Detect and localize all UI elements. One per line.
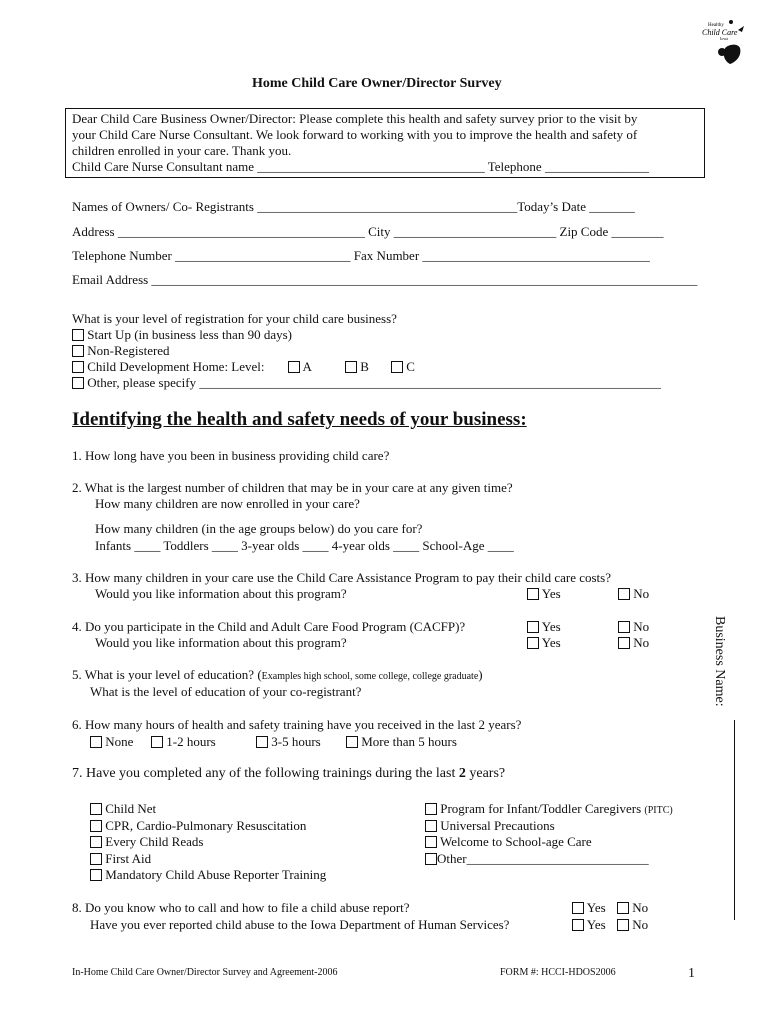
- business-name-label: Business Name:: [712, 616, 727, 707]
- q6-more-than-5-option[interactable]: [346, 734, 457, 750]
- footer-form-number: FORM #: HCCI-HDOS2006: [500, 967, 616, 978]
- q8-reported-no-option[interactable]: [617, 917, 648, 933]
- training-universal-precautions[interactable]: [425, 818, 555, 834]
- checkbox[interactable]: [90, 820, 102, 832]
- option-label: More than 5 hours: [361, 734, 457, 749]
- question-7: [72, 766, 505, 782]
- option-label: A: [302, 359, 312, 374]
- checkbox[interactable]: [425, 836, 437, 848]
- section-heading: Identifying the health and safety needs of your business:: [72, 409, 527, 430]
- no-label: No: [633, 635, 650, 650]
- option-label: Start Up (in business less than 90 days): [87, 327, 292, 342]
- training-mandatory-reporter[interactable]: [90, 867, 326, 883]
- question-2: 2. What is the largest number of children that may be in your care at any given time?: [72, 480, 513, 495]
- question-8: 8. Do you know who to call and how to file a child abuse report?: [72, 900, 410, 915]
- checkbox[interactable]: [618, 637, 630, 649]
- checkbox[interactable]: [425, 853, 437, 865]
- question-3-info: Would you like information about this program?: [95, 586, 347, 601]
- yes-label: Yes: [541, 635, 561, 650]
- option-label: Child Development Home: Level:: [87, 359, 265, 374]
- training-label: Child Net: [105, 801, 157, 816]
- intro-line-1: Dear Child Care Business Owner/Director: Please complete this health and safety survey prior to the visit by: [72, 111, 638, 126]
- checkbox[interactable]: [425, 803, 437, 815]
- training-cpr[interactable]: [90, 818, 306, 834]
- q3-yes-option[interactable]: [527, 586, 561, 602]
- training-label: CPR, Cardio-Pulmonary Resuscitation: [105, 818, 307, 833]
- checkbox[interactable]: [72, 361, 84, 373]
- checkbox[interactable]: [527, 588, 539, 600]
- checkbox[interactable]: [151, 736, 163, 748]
- level-b-option[interactable]: [345, 359, 369, 375]
- option-label: C: [406, 359, 415, 374]
- no-label: No: [633, 586, 650, 601]
- training-first-aid[interactable]: [90, 851, 151, 867]
- q8-yes-option[interactable]: [572, 900, 606, 916]
- owners-field[interactable]: Names of Owners/ Co- Registrants ________________________________________Today’s Date _______: [72, 199, 635, 214]
- q4-no-option[interactable]: [618, 619, 649, 635]
- training-label: Welcome to School-age Care: [440, 834, 592, 849]
- age-group-fields[interactable]: Infants ____ Toddlers ____ 3-year olds ____ 4-year olds ____ School-Age ____: [95, 538, 514, 553]
- question-6: 6. How many hours of health and safety training have you received in the last 2 years?: [72, 717, 522, 732]
- option-other[interactable]: [72, 375, 661, 391]
- q5-suffix: ): [478, 667, 483, 682]
- logo-word-healthy: Healthy: [708, 23, 724, 28]
- question-8-reported: Have you ever reported child abuse to the Iowa Department of Human Services?: [90, 917, 510, 932]
- q5-prefix: 5. What is your level of education? (: [72, 667, 262, 682]
- level-a-option[interactable]: [288, 359, 312, 375]
- healthy-child-care-iowa-logo: [700, 18, 752, 68]
- level-c-option[interactable]: [391, 359, 415, 375]
- option-child-development-home[interactable]: [72, 359, 265, 375]
- checkbox[interactable]: [346, 736, 358, 748]
- intro-line-3: children enrolled in your care. Thank you.: [72, 143, 292, 158]
- checkbox[interactable]: [90, 803, 102, 815]
- yes-label: Yes: [586, 917, 606, 932]
- intro-box: [65, 108, 705, 178]
- no-label: No: [632, 900, 649, 915]
- question-4: 4. Do you participate in the Child and Adult Care Food Program (CACFP)?: [72, 619, 466, 634]
- option-start-up[interactable]: [72, 327, 292, 343]
- page-title: Home Child Care Owner/Director Survey: [252, 76, 502, 91]
- q5-examples: Examples high school, some college, college graduate: [261, 671, 479, 682]
- checkbox[interactable]: [527, 621, 539, 633]
- checkbox[interactable]: [345, 361, 357, 373]
- checkbox[interactable]: [572, 902, 584, 914]
- training-label: Mandatory Child Abuse Reporter Training: [105, 867, 327, 882]
- question-2-enrolled: How many children are now enrolled in your care?: [95, 496, 360, 511]
- checkbox[interactable]: [425, 820, 437, 832]
- q6-none-option[interactable]: [90, 734, 133, 750]
- question-3: 3. How many children in your care use the Child Care Assistance Program to pay their child care costs?: [72, 570, 611, 585]
- checkbox[interactable]: [617, 902, 629, 914]
- training-label: Every Child Reads: [105, 834, 204, 849]
- no-label: No: [632, 917, 649, 932]
- checkbox[interactable]: [288, 361, 300, 373]
- checkbox[interactable]: [572, 919, 584, 931]
- option-label: Non-Registered: [87, 343, 170, 358]
- option-label: Other, please specify _______________________________________________________________________: [87, 375, 661, 390]
- question-1: 1. How long have you been in business providing child care?: [72, 448, 390, 463]
- training-welcome-school-age[interactable]: [425, 834, 592, 850]
- checkbox[interactable]: [90, 836, 102, 848]
- checkbox[interactable]: [617, 919, 629, 931]
- q8-no-option[interactable]: [617, 900, 648, 916]
- q7-years: 2: [458, 766, 466, 781]
- intro-line-2: your Child Care Nurse Consultant. We look forward to working with you to improve the health and safety of: [72, 127, 638, 142]
- registration-question: What is your level of registration for your child care business?: [72, 311, 397, 326]
- option-non-registered[interactable]: [72, 343, 170, 359]
- business-name-line[interactable]: [734, 720, 735, 920]
- checkbox[interactable]: [72, 345, 84, 357]
- training-pitc[interactable]: [425, 801, 673, 819]
- checkbox[interactable]: [90, 736, 102, 748]
- question-2-age-groups: How many children (in the age groups below) do you care for?: [95, 521, 423, 536]
- logo-word-child-care: Child Care: [702, 28, 738, 37]
- q6-3-5-hours-option[interactable]: [256, 734, 321, 750]
- checkbox[interactable]: [72, 377, 84, 389]
- question-4-info: Would you like information about this program?: [95, 635, 347, 650]
- nurse-consultant-field[interactable]: Child Care Nurse Consultant name ___________________________________ Telephone ________________: [72, 159, 649, 174]
- pitc-abbrev: (PITC): [644, 805, 673, 816]
- training-other[interactable]: [425, 851, 649, 867]
- logo-word-iowa: Iowa: [720, 36, 728, 41]
- option-label: B: [360, 359, 369, 374]
- q3-no-option[interactable]: [618, 586, 649, 602]
- q6-1-2-hours-option[interactable]: [151, 734, 216, 750]
- q4-yes-option[interactable]: [527, 619, 561, 635]
- checkbox[interactable]: [618, 588, 630, 600]
- telephone-field[interactable]: Telephone Number ___________________________ Fax Number ___________________________________: [72, 248, 650, 263]
- training-every-child-reads[interactable]: [90, 834, 203, 850]
- no-label: No: [633, 619, 650, 634]
- yes-label: Yes: [541, 586, 561, 601]
- checkbox[interactable]: [618, 621, 630, 633]
- checkbox[interactable]: [391, 361, 403, 373]
- question-5-coregistrant: What is the level of education of your co-registrant?: [90, 684, 362, 699]
- email-field[interactable]: Email Address ____________________________________________________________________________________: [72, 272, 698, 287]
- option-label: 1-2 hours: [166, 734, 216, 749]
- footer-title: In-Home Child Care Owner/Director Survey and Agreement-2006: [72, 967, 338, 978]
- training-label: Other____________________________: [437, 851, 649, 866]
- q4-info-yes-option[interactable]: [527, 635, 561, 651]
- q7-suffix: years?: [465, 766, 506, 781]
- option-label: None: [105, 734, 134, 749]
- question-5: [72, 667, 483, 685]
- training-label: Universal Precautions: [440, 818, 555, 833]
- training-label: First Aid: [105, 851, 152, 866]
- checkbox[interactable]: [256, 736, 268, 748]
- q8-reported-yes-option[interactable]: [572, 917, 606, 933]
- yes-label: Yes: [541, 619, 561, 634]
- checkbox[interactable]: [90, 869, 102, 881]
- q7-prefix: 7. Have you completed any of the following trainings during the last: [72, 766, 459, 781]
- option-label: 3-5 hours: [271, 734, 321, 749]
- q4-info-no-option[interactable]: [618, 635, 649, 651]
- training-child-net[interactable]: [90, 801, 156, 817]
- checkbox[interactable]: [90, 853, 102, 865]
- checkbox[interactable]: [527, 637, 539, 649]
- checkbox[interactable]: [72, 329, 84, 341]
- address-field[interactable]: Address ______________________________________ City _________________________ Zip Code ________: [72, 224, 664, 239]
- training-label: Program for Infant/Toddler Caregivers: [440, 801, 642, 816]
- yes-label: Yes: [586, 900, 606, 915]
- page-number: 1: [688, 966, 695, 981]
